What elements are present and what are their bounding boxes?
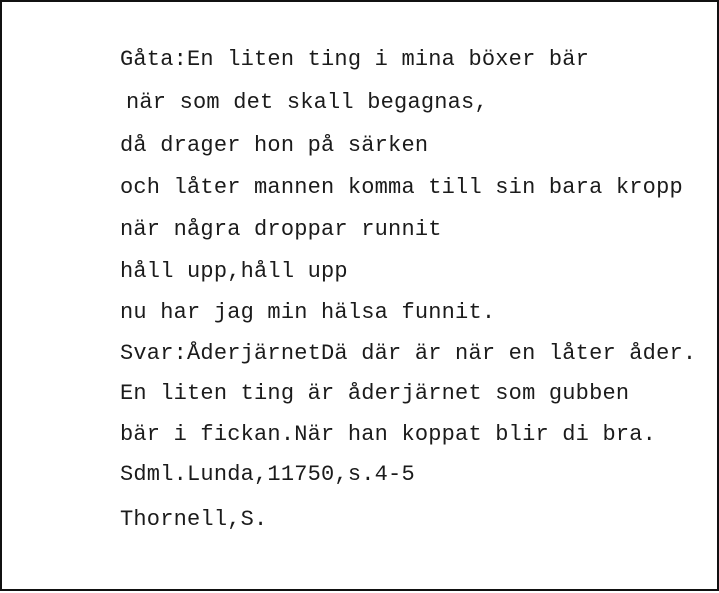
text-line: bär i fickan.När han koppat blir di bra.: [120, 422, 657, 447]
text-line: nu har jag min hälsa funnit.: [120, 300, 496, 325]
text-line: håll upp,håll upp: [120, 259, 348, 284]
text-line: då drager hon på särken: [120, 133, 429, 158]
collector-name: Thornell,S.: [120, 507, 268, 532]
source-reference: Sdml.Lunda,11750,s.4-5: [120, 462, 415, 487]
card-text: [2, 2, 719, 593]
text-line: när några droppar runnit: [120, 217, 442, 242]
text-line: Gåta:En liten ting i mina böxer bär: [120, 47, 590, 72]
text-line: En liten ting är åderjärnet som gubben: [120, 381, 630, 406]
text-line: och låter mannen komma till sin bara kropp: [120, 175, 683, 200]
text-line: när som det skall begagnas,: [126, 90, 488, 115]
text-line: Svar:ÅderjärnetDä där är när en låter åder.: [120, 341, 697, 366]
